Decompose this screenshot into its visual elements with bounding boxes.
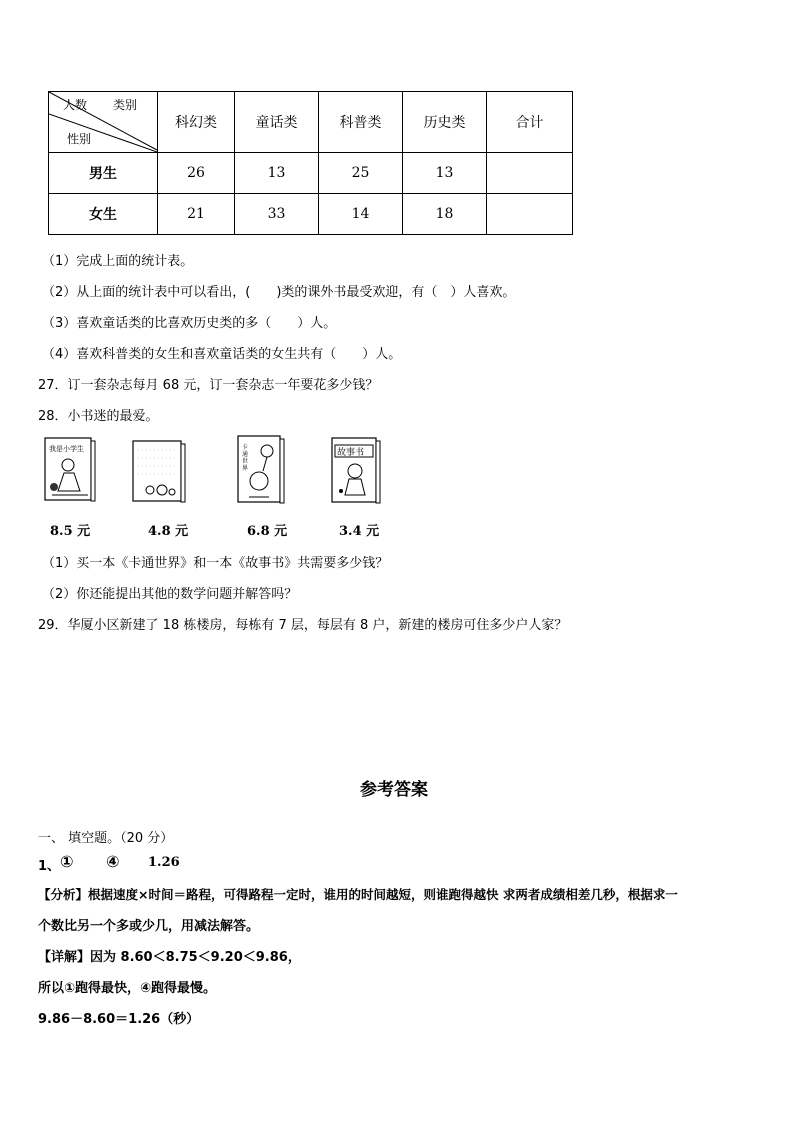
svg-text:通: 通 (242, 451, 249, 458)
calc-text: 9.86－8.60＝1.26（秒） (38, 1012, 200, 1027)
table-cell: 33 (235, 194, 319, 235)
book-schoolkid-icon (44, 437, 96, 507)
q28-item-1: （1）买一本《卡通世界》和一本《故事书》共需要多少钱？ (42, 556, 389, 571)
answer-1-circle-1: ① (60, 852, 74, 871)
table-cell: 13 (403, 153, 487, 194)
table-cell-total[interactable] (487, 153, 573, 194)
svg-text:卡: 卡 (242, 444, 249, 451)
table-row (49, 194, 573, 235)
header-cell: 童话类 (235, 92, 319, 153)
q26-item-4: （4）喜欢科普类的女生和喜欢童话类的女生共有（ ）人。 (42, 347, 402, 362)
q27-text: 27．订一套杂志每月 68 元，订一套杂志一年要花多少钱？ (38, 378, 379, 393)
q26-item-1: （1）完成上面的统计表。 (42, 254, 194, 269)
header-cell: 合计 (487, 92, 573, 153)
table-header-row (49, 92, 573, 153)
table-cell: 21 (158, 194, 235, 235)
answers-title: 参考答案 (360, 780, 428, 800)
book-price: 3.4 元 (339, 524, 380, 539)
book-story-icon (331, 437, 381, 509)
row-label: 女生 (49, 194, 158, 235)
header-cell: 历史类 (403, 92, 487, 153)
table-cell: 13 (235, 153, 319, 194)
q29-text: 29．华厦小区新建了 18 栋楼房，每栋有 7 层，每层有 8 户，新建的楼房可住多少户人家？ (38, 618, 568, 633)
q26-item-3: （3）喜欢童话类的比喜欢历史类的多（ ）人。 (42, 316, 337, 331)
table-cell: 26 (158, 153, 235, 194)
analysis-text-2: 个数比另一个多或少几，用减法解答。 (38, 919, 260, 934)
svg-text:我是小学生: 我是小学生 (49, 445, 84, 453)
book-price: 6.8 元 (247, 524, 288, 539)
table-row (49, 153, 573, 194)
q26-item-2: （2）从上面的统计表中可以看出，( )类的课外书最受欢迎，有（ ）人喜欢。 (42, 285, 516, 300)
row-label: 男生 (49, 153, 158, 194)
header-cell: 科幻类 (158, 92, 235, 153)
header-cell: 科普类 (319, 92, 403, 153)
svg-text:界: 界 (242, 465, 249, 472)
answer-1-value: 1.26 (148, 855, 180, 870)
q28-item-2: （2）你还能提出其他的数学问题并解答吗？ (42, 587, 298, 602)
table-cell: 18 (403, 194, 487, 235)
svg-text:世: 世 (242, 458, 249, 465)
q28-title: 28．小书迷的最爱。 (38, 409, 159, 424)
table-cell: 25 (319, 153, 403, 194)
book-cartoon-icon (237, 435, 285, 509)
answer-1-circle-2: ④ (106, 852, 120, 871)
table-cell: 14 (319, 194, 403, 235)
result-text: 所以①跑得最快，④跑得最慢。 (38, 981, 217, 996)
book-price: 8.5 元 (50, 524, 91, 539)
book-price: 4.8 元 (148, 524, 189, 539)
corner-label-people: 人数 (63, 98, 88, 112)
table-corner-cell (49, 92, 158, 153)
answers-section: 一、 填空题。（20 分） (38, 831, 174, 846)
corner-label-category: 类别 (113, 98, 138, 112)
book-animals-icon (132, 440, 186, 508)
detail-text: 【详解】因为 8.60＜8.75＜9.20＜9.86， (38, 950, 301, 965)
corner-label-gender: 性别 (67, 132, 92, 146)
svg-text:故事书: 故事书 (337, 448, 365, 458)
answer-1-label: 1、 (38, 859, 61, 874)
table-cell-total[interactable] (487, 194, 573, 235)
analysis-text: 【分析】根据速度×时间＝路程，可得路程一定时，谁用的时间越短，则谁跑得越快 求两者成绩相差几秒，根据求一 (38, 887, 678, 902)
stats-table (48, 91, 573, 235)
